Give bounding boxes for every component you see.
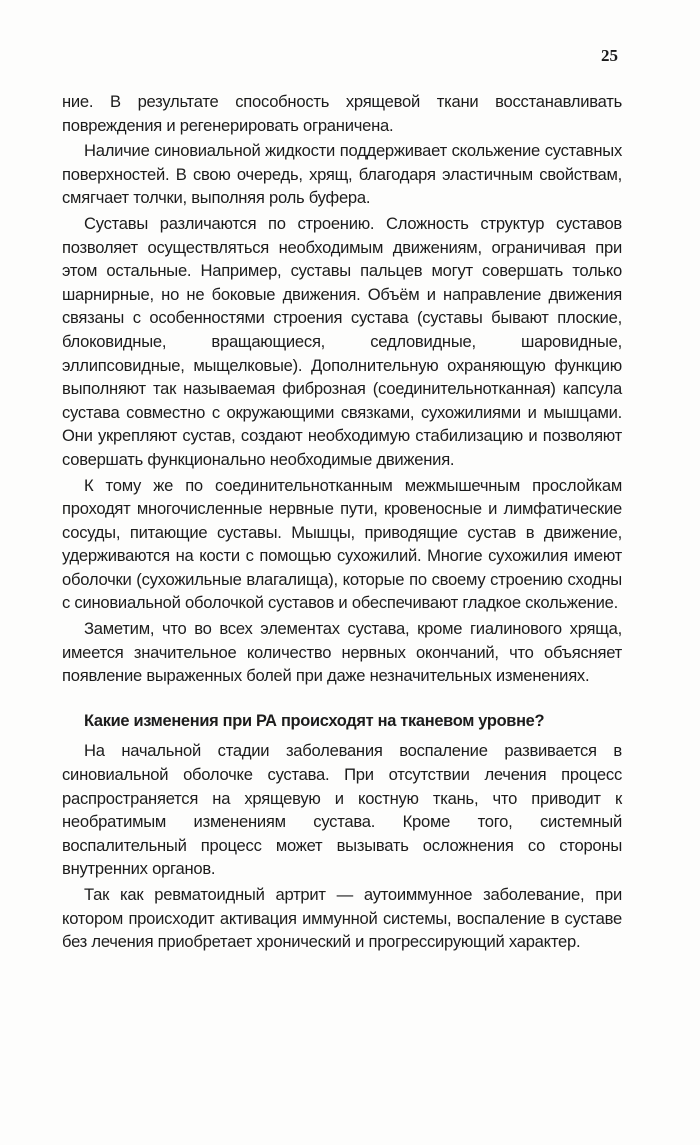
page-number: 25 [601,46,618,65]
paragraph-autoimmune: Так как ревматоидный артрит — аутоиммунное заболевание, при котором происходит активация иммунной системы, воспаление в суставе без лечения приобретает хронический и прогрессирующий характер. [62,885,622,952]
paragraph-nerve-endings: Заметим, что во всех элементах сустава, кроме гиалинового хряща, имеется значительное количество нервных окончаний, что объясняет появление выраженных болей при даже незначительных изменениях. [62,619,622,686]
paragraph-synovial-fluid: Наличие синовиальной жидкости поддерживает скольжение суставных поверхностей. В свою очередь, хрящ, благодаря эластичным свойствам, смягчает толчки, выполняя роль буфера. [62,141,622,208]
section-heading: Какие изменения при РА происходят на тканевом уровне? [84,711,545,730]
paragraph-nerves-vessels: К тому же по соединительнотканным межмышечным прослойкам проходят многочисленные нервные пути, кровеносные и лимфатические сосуды, питающие суставы. Мышцы, приводящие сустав в движение, удерживаются на кости с помощью сухожилий. Многие сухожилия имеют оболочки (сухожильные влагалища), которые по своему строению сходны с синовиальной оболочкой суставов и обеспечивают гладкое скольжение. [62,475,622,613]
paragraph-initial-stage: На начальной стадии заболевания воспаление развивается в синовиальной оболочке сустава. При отсутствии лечения процесс распространяется на хрящевую и костную ткань, что приводит к необратимым изменениям сустава. Кроме того, системный воспалительный процесс может вызывать осложнения со стороны внутренних органов. [62,741,622,879]
paragraph-continuation: ние. В результате способность хрящевой ткани восстанавливать повреждения и регенерировать ограничена. [62,92,622,135]
paragraph-joint-structure: Суставы различаются по строению. Сложность структур суставов позволяет осуществляться необходимым движениям, ограничивая при этом остальные. Например, суставы пальцев могут совершать только шарнирные, но не боковые движения. Объём и направление движения связаны с особенностями строения сустава (суставы бывают плоские, блоковидные, вращающиеся, седловидные, шаровидные, эллипсовидные, мыщелковые). Дополнительную охраняющую функцию выполняют так называемая фиброзная (соединительнотканная) капсула сустава совместно с окружающими связками, сухожилиями и мышцами. Они укрепляют сустав, создают необходимую стабилизацию и позволяют совершать функционально необходимые движения. [62,213,622,469]
body-text [62,90,622,954]
